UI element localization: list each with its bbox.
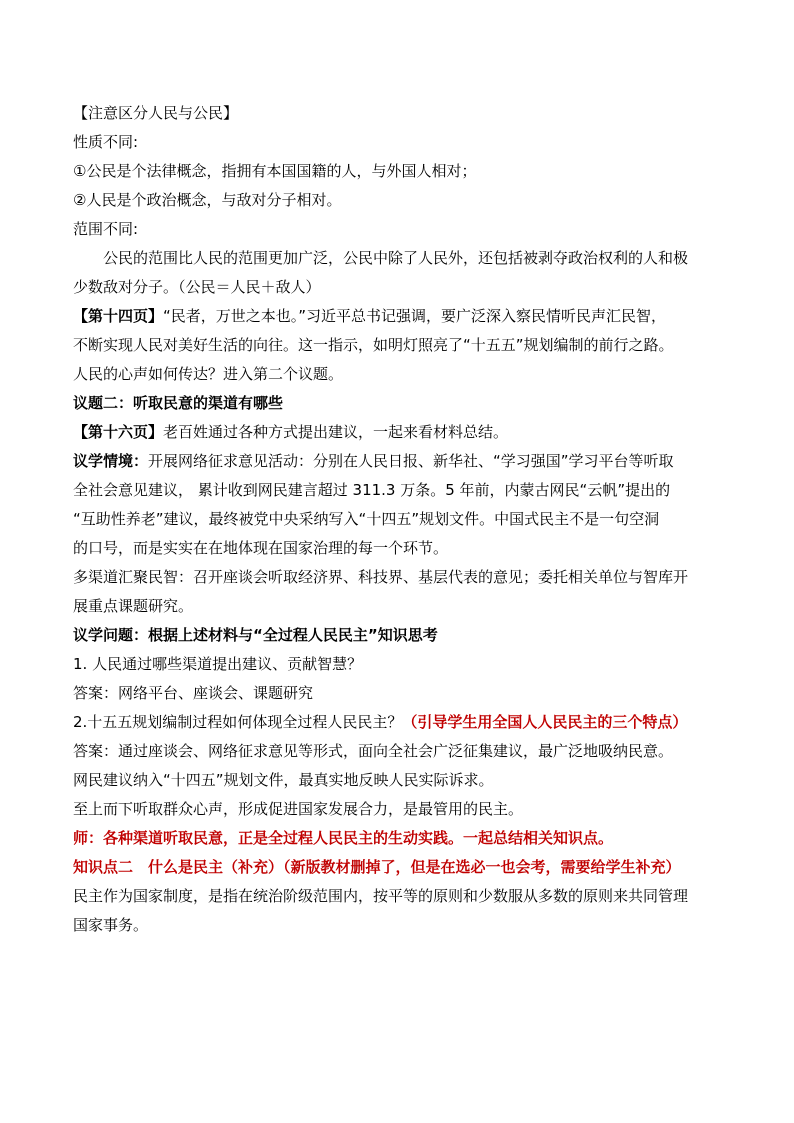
page14-label: 【第十四页】 xyxy=(73,307,164,325)
page14-paragraph-line-3: 人民的心声如何传达？进入第二个议题。 xyxy=(73,365,344,383)
question-two xyxy=(73,708,733,737)
multi-channel-line-2: 展重点课题研究。 xyxy=(73,597,194,615)
people-definition: ②人民是个政治概念，与敌对分子相对。 xyxy=(73,191,342,209)
answer-one: 答案：网络平台、座谈会、课题研究 xyxy=(73,684,314,702)
study-question-heading: 议学问题：根据上述材料与“全过程人民民主”知识思考 xyxy=(73,626,438,644)
question-one: 1. 人民通过哪些渠道提出建议、贡献智慧？ xyxy=(73,655,363,673)
question-two-hint: （引导学生用全国人人民民主的三个特点） xyxy=(402,713,688,731)
document-body xyxy=(73,99,733,940)
question-two-text: 2.十五五规划编制过程如何体现全过程人民民主？ xyxy=(73,713,403,731)
scope-paragraph-line-1: 公民的范围比人民的范围更加广泛，公民中除了人民外，还包括被剥夺政治权利的人和极 xyxy=(103,249,689,267)
page14-quote: “民者，万世之本也。”习近平总书记强调，要广泛深入察民情听民声汇民智， xyxy=(163,307,667,325)
democracy-definition-line-1: 民主作为国家制度，是指在统治阶级范围内，按平等的原则和少数服从多数的原则来共同管理 xyxy=(73,887,689,905)
scenario-label: 议学情境： xyxy=(73,452,149,470)
page16-label: 【第十六页】 xyxy=(73,423,164,441)
scenario-paragraph-line-3: “互助性养老”建议，最终被党中央采纳写入“十四五”规划文件。中国式民主不是一句空洞 xyxy=(73,510,660,528)
page14-paragraph-line-2: 不断实现人民对美好生活的向往。这一指示，如明灯照亮了“十五五”规划编制的前行之路。 xyxy=(73,336,674,354)
scenario-paragraph-line-4: 的口号，而是实实在在地体现在国家治理的每一个环节。 xyxy=(73,539,449,557)
democracy-definition-line-2: 国家事务。 xyxy=(73,916,149,934)
teacher-remark: 师：各种渠道听取民意，正是全过程人民民主的生动实践。一起总结相关知识点。 xyxy=(73,829,614,847)
multi-channel-line-1: 多渠道汇聚民智：召开座谈会听取经济界、科技界、基层代表的意见；委托相关单位与智库开 xyxy=(73,568,689,586)
scenario-text: 开展网络征求意见活动：分别在人民日报、新华社、“学习强国”学习平台等听取 xyxy=(148,452,674,470)
page16-text: 老百姓通过各种方式提出建议，一起来看材料总结。 xyxy=(163,423,509,441)
citizen-definition: ①公民是个法律概念，指拥有本国国籍的人，与外国人相对； xyxy=(73,162,477,180)
answer-two-line-3: 至上而下听取群众心声，形成促进国家发展合力，是最管用的民主。 xyxy=(73,800,524,818)
topic-two-heading: 议题二：听取民意的渠道有哪些 xyxy=(73,394,284,412)
nature-difference-label: 性质不同: xyxy=(73,133,139,151)
scenario-paragraph-line-1 xyxy=(73,447,733,476)
answer-two-line-1: 答案：通过座谈会、网络征求意见等形式，面向全社会广泛征集建议，最广泛地吸纳民意。 xyxy=(73,742,674,760)
page14-paragraph-line-1 xyxy=(73,302,733,331)
scenario-paragraph-line-2: 全社会意见建议， 累计收到网民建言超过 311.3 万条。5 年前，内蒙古网民“云帆”提出的 xyxy=(73,481,671,499)
scope-paragraph-line-2: 少数敌对分子。（公民＝人民＋敌人） xyxy=(73,278,321,296)
scope-difference-label: 范围不同: xyxy=(73,220,139,238)
answer-two-line-2: 网民建议纳入“十四五”规划文件，最真实地反映人民实际诉求。 xyxy=(73,771,494,789)
knowledge-point-two-heading: 知识点二 什么是民主（补充）（新版教材删掉了，但是在选必一也会考，需要给学生补充） xyxy=(73,858,681,876)
page16-paragraph xyxy=(73,418,733,447)
note-heading: 【注意区分人民与公民】 xyxy=(73,104,239,122)
